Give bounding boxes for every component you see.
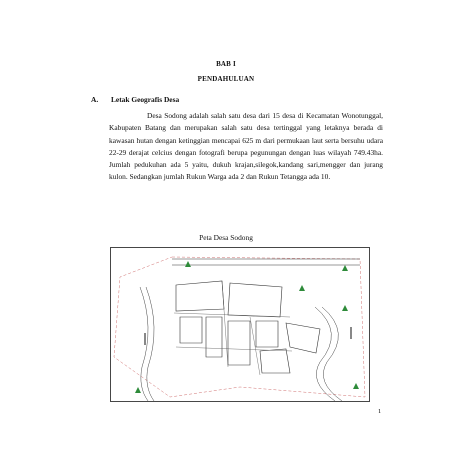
page-number: 1 [378,408,382,415]
section-heading [91,95,179,104]
body-paragraph [109,110,383,184]
paragraph-text: Desa Sodong adalah salah satu desa dari 15 desa di Kecamatan Wonotunggal, Kabupaten Batang dan merupakan salah satu desa tertinggal yang letaknya berada di kawasan hutan dengan ketinggian mencapai 625 m dari permukaan laut serta bersuhu udara 22-29 derajat celcius dengan fotografi berupa pegunungan dengan luas wilayah 749.43ha. Jumlah pedukuhan ada 5 yaitu, dukuh krajan,silegok,kandang sari,mengger dan jurang kulon. Sedangkan jumlah Rukun Warga ada 2 dan Rukun Tetangga ada 10. [109,111,383,182]
chapter-title: PENDAHULUAN [197,75,255,83]
chapter-number: BAB I [216,60,236,68]
village-map [110,247,370,402]
map-caption: Peta Desa Sodong [199,233,253,242]
map-marker-left [144,333,146,345]
map-marker-right [350,327,352,339]
section-title: Letak Geografis Desa [111,95,180,104]
section-number: A. [91,95,99,104]
